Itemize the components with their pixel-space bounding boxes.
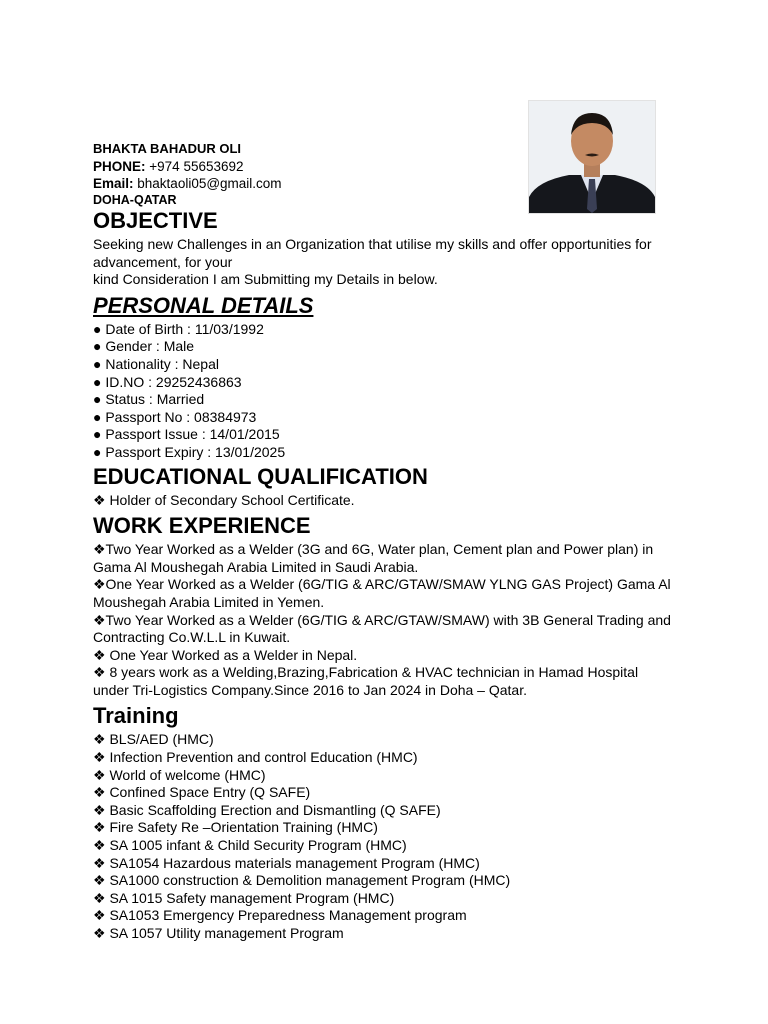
phone-value: +974 55653692 — [149, 158, 244, 174]
list-item: ❖ BLS/AED (HMC) — [93, 731, 214, 748]
personal-details-section — [93, 291, 673, 462]
phone-line — [93, 158, 513, 176]
training-section — [93, 701, 673, 942]
education-heading: EDUCATIONAL QUALIFICATION — [93, 463, 428, 489]
education-list — [93, 492, 673, 510]
list-item: ● Passport No : 08384973 — [93, 408, 257, 425]
list-item: ● ID.NO : 29252436863 — [93, 373, 242, 390]
phone-label: PHONE: — [93, 158, 146, 174]
list-item: ● Gender : Male — [93, 338, 195, 355]
list-item: ❖ SA1000 construction & Demolition management Program (HMC) — [93, 872, 511, 889]
objective-line-2: kind Consideration I am Submitting my Details in below. — [93, 271, 438, 288]
list-item: ❖ SA1053 Emergency Preparedness Management program — [93, 907, 467, 924]
list-item: ❖ Basic Scaffolding Erection and Dismantling (Q SAFE) — [93, 801, 441, 818]
city-line: DOHA-QATAR — [93, 192, 177, 207]
list-item: ❖ Infection Prevention and control Education (HMC) — [93, 749, 418, 766]
list-item: ❖ SA 1005 infant & Child Security Program (HMC) — [93, 837, 407, 854]
email-line — [93, 175, 513, 193]
candidate-name: BHAKTA BAHADUR OLI — [93, 141, 242, 156]
list-item: ❖ Fire Safety Re –Orientation Training (HMC) — [93, 819, 378, 836]
list-item: ❖Two Year Worked as a Welder (3G and 6G, Water plan, Cement plan and Power plan) in Gama Al Moushegah Arabia Limited in Saudi Arabia. — [93, 541, 654, 575]
objective-section — [93, 206, 673, 289]
work-experience-list — [93, 541, 673, 699]
list-item: ● Date of Birth : 11/03/1992 — [93, 320, 264, 337]
personal-details-list — [93, 321, 673, 462]
list-item: ❖One Year Worked as a Welder (6G/TIG & ARC/GTAW/SMAW YLNG GAS Project) Gama Al Moushegah Arabia Limited in Yemen. — [93, 576, 671, 610]
list-item: ● Passport Issue : 14/01/2015 — [93, 426, 280, 443]
list-item: ❖ SA1054 Hazardous materials management Program (HMC) — [93, 854, 480, 871]
list-item: ❖ SA 1015 Safety management Program (HMC) — [93, 889, 395, 906]
list-item: ❖ 8 years work as a Welding,Brazing,Fabrication & HVAC technician in Hamad Hospital under Tri-Logistics Company.Since 2016 to Jan 2024 in Doha – Qatar. — [93, 664, 639, 698]
personal-details-heading: PERSONAL DETAILS — [93, 292, 314, 318]
resume-content — [93, 206, 673, 943]
training-list — [93, 731, 673, 942]
objective-line-1: Seeking new Challenges in an Organization that utilise my skills and offer opportunities for advancement, for your — [93, 236, 652, 270]
list-item: ❖ SA 1057 Utility management Program — [93, 925, 344, 941]
profile-photo — [528, 100, 656, 214]
list-item: ● Passport Expiry : 13/01/2025 — [93, 443, 286, 460]
list-item: ● Status : Married — [93, 391, 205, 408]
list-item: ❖Two Year Worked as a Welder (6G/TIG & ARC/GTAW/SMAW) with 3B General Trading and Contracting Co.W.L.L in Kuwait. — [93, 611, 671, 646]
email-label: Email: — [93, 176, 134, 191]
list-item: ❖ One Year Worked as a Welder in Nepal. — [93, 646, 358, 663]
contact-header — [93, 140, 513, 207]
training-heading: Training — [93, 703, 179, 729]
email-value[interactable]: bhaktaoli05@gmail.com — [137, 176, 282, 191]
work-experience-section — [93, 511, 673, 699]
objective-heading: OBJECTIVE — [93, 208, 218, 233]
list-item: ❖ Holder of Secondary School Certificate. — [93, 491, 355, 508]
education-section — [93, 462, 673, 510]
list-item: ❖ World of welcome (HMC) — [93, 766, 266, 783]
list-item: ● Nationality : Nepal — [93, 355, 219, 372]
work-experience-heading: WORK EXPERIENCE — [93, 513, 311, 539]
list-item: ❖ Confined Space Entry (Q SAFE) — [93, 784, 311, 801]
